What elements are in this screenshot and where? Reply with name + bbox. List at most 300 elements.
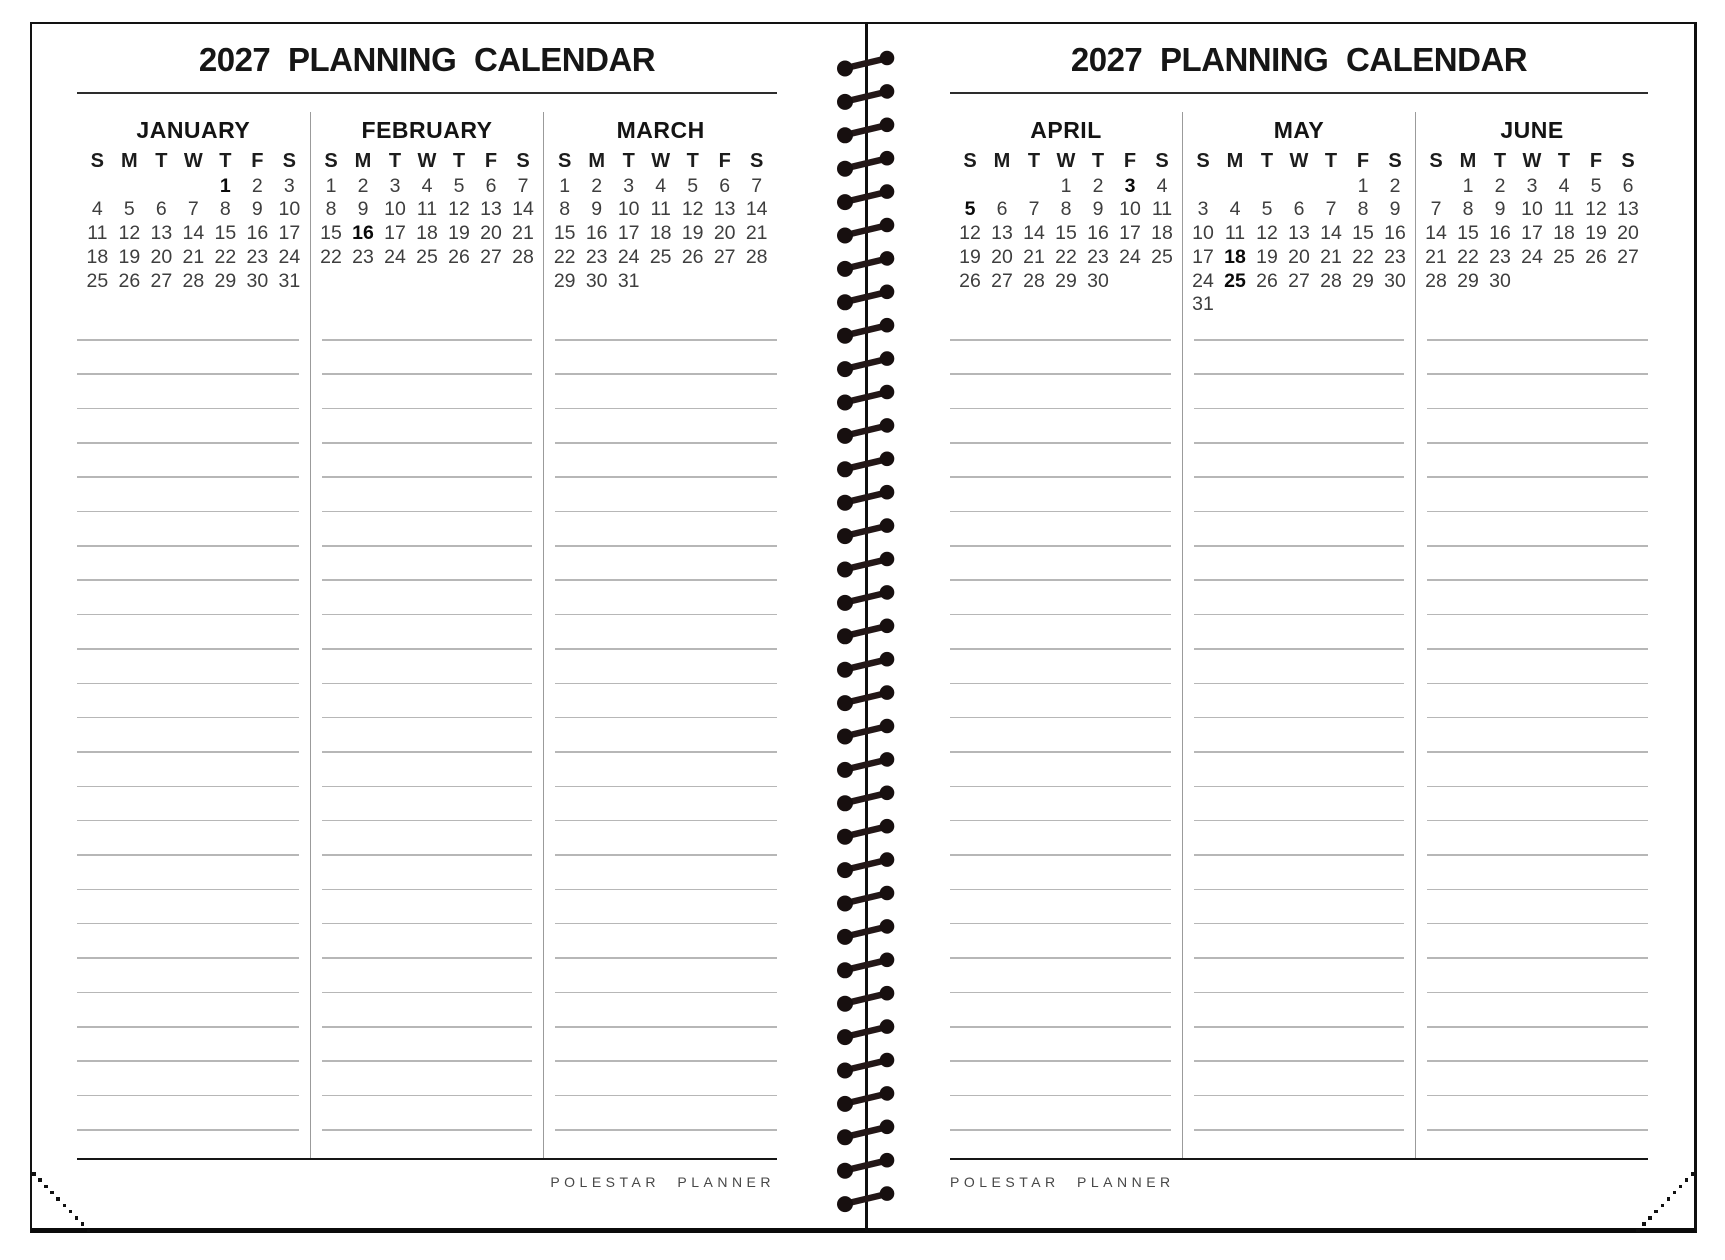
spiral-coil [837, 251, 894, 277]
note-line [1194, 889, 1404, 891]
calendar-grid [81, 149, 305, 292]
date-cell: 3 [283, 174, 295, 197]
note-line [555, 786, 777, 788]
note-line [555, 820, 777, 822]
date-cell: 19 [1585, 222, 1607, 245]
date-cell: 18 [1224, 245, 1246, 268]
date-cell: 31 [278, 269, 301, 292]
date-cell: 18 [1151, 222, 1173, 245]
empty-date-cell [645, 269, 677, 293]
note-line [1427, 579, 1648, 581]
title-underline [77, 92, 777, 94]
date-cell: 6 [1622, 174, 1634, 197]
date-cell: 28 [182, 269, 205, 292]
perforation-dot [1642, 1222, 1646, 1226]
note-line [1194, 476, 1404, 478]
note-line [555, 511, 777, 513]
date-cell: 1 [1357, 174, 1369, 197]
perforation-dot [1691, 1172, 1695, 1176]
day-header-cell: T [686, 150, 699, 173]
note-line [1427, 648, 1648, 650]
page-title: 2027 PLANNING CALENDAR [1070, 41, 1528, 78]
date-cell: 15 [1352, 222, 1374, 245]
note-line [322, 1026, 533, 1028]
note-line [77, 992, 299, 994]
calendar-grid [315, 149, 539, 269]
note-line [322, 820, 533, 822]
date-cell: 15 [553, 222, 576, 245]
empty-date-cell [1612, 269, 1644, 293]
note-lines [77, 339, 299, 1139]
date-cell: 20 [713, 222, 736, 245]
date-cell: 15 [1457, 222, 1479, 245]
day-header-cell: S [1621, 150, 1635, 173]
note-line [950, 1095, 1171, 1097]
perforation-dot [1661, 1204, 1665, 1208]
day-header-cell: T [388, 150, 402, 173]
note-line [950, 614, 1171, 616]
date-cell: 17 [1521, 222, 1543, 245]
note-line [950, 373, 1171, 375]
date-cell: 30 [1489, 269, 1511, 292]
date-cell: 27 [1288, 269, 1310, 292]
date-cell: 20 [480, 222, 502, 245]
date-cell: 25 [1553, 245, 1575, 268]
date-cell: 27 [713, 245, 736, 268]
note-line [950, 751, 1171, 753]
note-line [77, 820, 299, 822]
note-line [322, 1095, 533, 1097]
note-line [555, 957, 777, 959]
note-line [950, 648, 1171, 650]
date-cell: 28 [1425, 269, 1447, 292]
date-cell: 17 [1192, 245, 1214, 268]
note-line [950, 683, 1171, 685]
note-line [77, 1060, 299, 1062]
date-cell: 3 [389, 174, 401, 197]
date-cell: 28 [1320, 269, 1342, 292]
date-cell: 14 [1023, 222, 1045, 245]
title-underline [950, 92, 1648, 94]
date-cell: 30 [585, 269, 608, 292]
note-line [1194, 683, 1404, 685]
note-line [1427, 1129, 1648, 1131]
month-column-april [950, 112, 1182, 1158]
empty-date-cell [741, 269, 773, 293]
date-cell: 25 [416, 245, 438, 268]
date-cell: 10 [1119, 198, 1141, 221]
empty-date-cell [1315, 293, 1347, 317]
empty-date-cell [954, 174, 986, 198]
day-header-cell: T [1260, 150, 1274, 173]
date-cell: 6 [155, 198, 167, 221]
date-cell: 27 [480, 245, 502, 268]
date-cell: 2 [251, 174, 263, 197]
perforation-dot [69, 1210, 73, 1214]
date-cell: 7 [1028, 198, 1040, 221]
date-cell: 2 [1389, 174, 1401, 197]
spiral-coil [837, 1153, 894, 1179]
perforation-dot [81, 1222, 85, 1226]
day-header-cell: W [1289, 150, 1309, 173]
date-cell: 1 [1060, 174, 1072, 197]
date-cell: 18 [416, 222, 438, 245]
spiral-coil [837, 84, 894, 110]
day-header-cell: W [417, 150, 437, 173]
day-header-cell: W [1522, 150, 1542, 173]
day-header-cell: F [484, 150, 498, 173]
day-header-cell: M [354, 150, 372, 173]
date-cell: 8 [1060, 198, 1072, 221]
note-lines [950, 339, 1171, 1139]
planner-page-right [950, 22, 1648, 1234]
month-column-february [310, 112, 544, 1158]
date-cell: 9 [357, 198, 369, 221]
spiral-coil [837, 351, 894, 377]
day-header-cell: M [120, 150, 138, 173]
date-cell: 17 [384, 222, 406, 245]
date-cell: 20 [1617, 222, 1639, 245]
date-cell: 5 [1590, 174, 1602, 197]
date-cell: 3 [1124, 174, 1136, 197]
date-cell: 20 [1288, 245, 1310, 268]
date-cell: 6 [719, 174, 731, 197]
months-row [77, 112, 777, 1160]
perforation-dot [1636, 1229, 1640, 1233]
spiral-coil [837, 485, 894, 511]
day-header-cell: M [588, 150, 605, 173]
empty-date-cell [1219, 293, 1251, 317]
date-cell: 14 [182, 222, 205, 245]
note-line [555, 992, 777, 994]
date-cell: 7 [1430, 198, 1442, 221]
date-cell: 25 [649, 245, 672, 268]
note-line [1427, 476, 1648, 478]
date-cell: 29 [214, 269, 237, 292]
day-header-cell: T [1557, 150, 1571, 173]
date-cell: 8 [219, 198, 231, 221]
note-line [322, 545, 533, 547]
day-header-cell: W [1056, 150, 1076, 173]
note-line [1427, 923, 1648, 925]
date-cell: 5 [687, 174, 699, 197]
date-cell: 7 [517, 174, 529, 197]
note-line [322, 786, 533, 788]
note-line [950, 1129, 1171, 1131]
month-column-june [1415, 112, 1648, 1158]
spiral-coil [837, 552, 894, 578]
date-cell: 20 [150, 245, 173, 268]
spiral-coil [837, 218, 894, 244]
date-cell: 28 [512, 245, 534, 268]
date-cell: 13 [1617, 198, 1639, 221]
empty-date-cell [677, 269, 709, 293]
note-line [950, 889, 1171, 891]
date-cell: 17 [278, 222, 301, 245]
date-cell: 22 [214, 245, 237, 268]
date-cell: 12 [1256, 222, 1278, 245]
empty-date-cell [1251, 174, 1283, 198]
empty-date-cell [1219, 174, 1251, 198]
date-cell: 25 [86, 269, 109, 292]
perforation-dot [38, 1178, 42, 1182]
day-header-cell: M [1226, 150, 1244, 173]
note-line [950, 511, 1171, 513]
note-line [1194, 717, 1404, 719]
note-line [322, 889, 533, 891]
date-cell: 7 [1325, 198, 1337, 221]
day-header-cell: F [1123, 150, 1137, 173]
date-cell: 3 [623, 174, 635, 197]
note-line [322, 1129, 533, 1131]
date-cell: 27 [150, 269, 173, 292]
note-line [1427, 1060, 1648, 1062]
date-cell: 11 [650, 198, 671, 221]
date-cell: 13 [713, 198, 736, 221]
spiral-coil [837, 585, 894, 611]
note-line [950, 442, 1171, 444]
note-line [322, 476, 533, 478]
date-cell: 24 [1192, 269, 1214, 292]
date-cell: 23 [1384, 245, 1406, 268]
note-line [1427, 1095, 1648, 1097]
spiral-coil [837, 986, 894, 1012]
note-line [77, 957, 299, 959]
day-header-cell: S [963, 150, 977, 173]
date-cell: 5 [123, 198, 135, 221]
note-line [555, 648, 777, 650]
note-line [77, 889, 299, 891]
footer-brand: POLESTAR PLANNER [550, 1174, 775, 1190]
empty-date-cell [1283, 174, 1315, 198]
date-cell: 15 [214, 222, 237, 245]
spiral-coil [837, 685, 894, 711]
date-cell: 28 [1023, 269, 1045, 292]
date-cell: 9 [1389, 198, 1401, 221]
note-line [1427, 717, 1648, 719]
calendar-grid [549, 149, 773, 292]
note-line [77, 683, 299, 685]
day-header-cell: S [516, 150, 530, 173]
date-cell: 20 [991, 245, 1013, 268]
note-line [1427, 614, 1648, 616]
date-cell: 13 [991, 222, 1013, 245]
spiral-coil [837, 1053, 894, 1079]
date-cell: 16 [1489, 222, 1511, 245]
note-line [77, 751, 299, 753]
note-line [77, 923, 299, 925]
empty-date-cell [1580, 269, 1612, 293]
empty-date-cell [145, 174, 177, 198]
date-cell: 27 [991, 269, 1013, 292]
date-cell: 25 [1151, 245, 1173, 268]
month-column-march [543, 112, 777, 1158]
note-line [1194, 854, 1404, 856]
date-cell: 5 [453, 174, 465, 197]
date-cell: 19 [118, 245, 141, 268]
date-cell: 4 [1558, 174, 1570, 197]
planner-page-left [77, 22, 777, 1234]
date-cell: 19 [1256, 245, 1278, 268]
date-cell: 11 [416, 198, 438, 221]
note-line [950, 408, 1171, 410]
spiral-coil [837, 819, 894, 845]
perforation-dot [1685, 1178, 1689, 1182]
perforation-dot [56, 1197, 60, 1201]
date-cell: 12 [1585, 198, 1607, 221]
date-cell: 4 [91, 198, 103, 221]
date-cell: 31 [617, 269, 640, 292]
date-cell: 22 [553, 245, 576, 268]
spiral-coil [837, 118, 894, 144]
note-line [322, 648, 533, 650]
note-line [1194, 373, 1404, 375]
date-cell: 11 [1553, 198, 1575, 221]
date-cell: 22 [1457, 245, 1479, 268]
calendar-grid [954, 149, 1178, 292]
spiral-coil [837, 285, 894, 311]
note-line [1427, 373, 1648, 375]
date-cell: 21 [1425, 245, 1447, 268]
spiral-coil [837, 418, 894, 444]
calendar-grid [1420, 149, 1644, 292]
date-cell: 21 [745, 222, 768, 245]
date-cell: 11 [87, 222, 108, 245]
perforation-dot [44, 1185, 48, 1189]
date-cell: 30 [1087, 269, 1109, 292]
empty-date-cell [1548, 269, 1580, 293]
note-line [555, 751, 777, 753]
note-line [322, 614, 533, 616]
note-line [322, 511, 533, 513]
note-line [1427, 786, 1648, 788]
date-cell: 29 [553, 269, 576, 292]
date-cell: 19 [959, 245, 981, 268]
day-header-cell: T [452, 150, 466, 173]
spiral-coil [837, 619, 894, 645]
date-cell: 29 [1457, 269, 1479, 292]
date-cell: 9 [251, 198, 263, 221]
empty-date-cell [1315, 174, 1347, 198]
day-header-cell: S [750, 150, 764, 173]
date-cell: 18 [649, 222, 672, 245]
date-cell: 19 [448, 222, 470, 245]
day-header-cell: S [1196, 150, 1210, 173]
empty-date-cell [709, 269, 741, 293]
note-line [950, 923, 1171, 925]
spiral-coil [837, 1186, 894, 1212]
day-header-cell: T [622, 150, 635, 173]
spiral-coil [837, 518, 894, 544]
note-line [1427, 889, 1648, 891]
empty-date-cell [1146, 269, 1178, 293]
date-cell: 31 [1192, 293, 1214, 316]
spiral-coil [837, 1086, 894, 1112]
note-line [555, 1026, 777, 1028]
note-line [1427, 751, 1648, 753]
spiral-coil [837, 1120, 894, 1146]
note-line [1194, 957, 1404, 959]
date-cell: 16 [352, 222, 374, 245]
spiral-coil [837, 51, 894, 77]
date-cell: 9 [1494, 198, 1506, 221]
date-cell: 24 [1119, 245, 1141, 268]
spiral-coil [837, 452, 894, 478]
note-line [322, 373, 533, 375]
note-line [555, 408, 777, 410]
note-line [322, 717, 533, 719]
date-cell: 9 [1092, 198, 1104, 221]
spiral-coil [837, 719, 894, 745]
date-cell: 18 [1553, 222, 1575, 245]
day-header-cell: F [1589, 150, 1603, 173]
note-line [322, 751, 533, 753]
calendar-grid [1187, 149, 1411, 316]
date-cell: 26 [681, 245, 704, 268]
date-cell: 17 [1119, 222, 1141, 245]
month-title: APRIL [1030, 117, 1102, 143]
date-cell: 4 [1229, 198, 1241, 221]
note-line [77, 408, 299, 410]
date-cell: 16 [246, 222, 269, 245]
note-line [555, 1095, 777, 1097]
date-cell: 18 [86, 245, 109, 268]
date-cell: 3 [1197, 198, 1209, 221]
spiral-coil [837, 385, 894, 411]
note-lines [322, 339, 533, 1139]
date-cell: 11 [1224, 222, 1246, 245]
day-header-cell: S [1155, 150, 1169, 173]
date-cell: 10 [278, 198, 301, 221]
perforation-dot [1667, 1197, 1671, 1201]
day-header-cell: S [1429, 150, 1443, 173]
date-cell: 24 [617, 245, 640, 268]
date-cell: 16 [1384, 222, 1406, 245]
note-line [1194, 992, 1404, 994]
note-line [77, 1129, 299, 1131]
empty-date-cell [1114, 269, 1146, 293]
date-cell: 10 [1521, 198, 1543, 221]
note-line [950, 854, 1171, 856]
date-cell: 8 [1357, 198, 1369, 221]
date-cell: 13 [480, 198, 502, 221]
note-line [555, 1060, 777, 1062]
note-line [1194, 579, 1404, 581]
date-cell: 29 [1352, 269, 1374, 292]
date-cell: 7 [187, 198, 199, 221]
date-cell: 12 [959, 222, 981, 245]
note-line [322, 923, 533, 925]
note-line [322, 339, 533, 341]
note-line [1194, 820, 1404, 822]
date-cell: 5 [1261, 198, 1273, 221]
note-line [950, 820, 1171, 822]
note-line [77, 339, 299, 341]
date-cell: 14 [1320, 222, 1342, 245]
spiral-coil [837, 919, 894, 945]
empty-date-cell [177, 174, 209, 198]
date-cell: 8 [1462, 198, 1474, 221]
date-cell: 21 [512, 222, 534, 245]
day-header-cell: W [651, 150, 671, 173]
empty-date-cell [81, 174, 113, 198]
date-cell: 10 [384, 198, 406, 221]
note-line [1194, 786, 1404, 788]
month-column-may [1182, 112, 1415, 1158]
day-header-cell: T [155, 150, 168, 173]
date-cell: 26 [959, 269, 981, 292]
note-line [322, 579, 533, 581]
